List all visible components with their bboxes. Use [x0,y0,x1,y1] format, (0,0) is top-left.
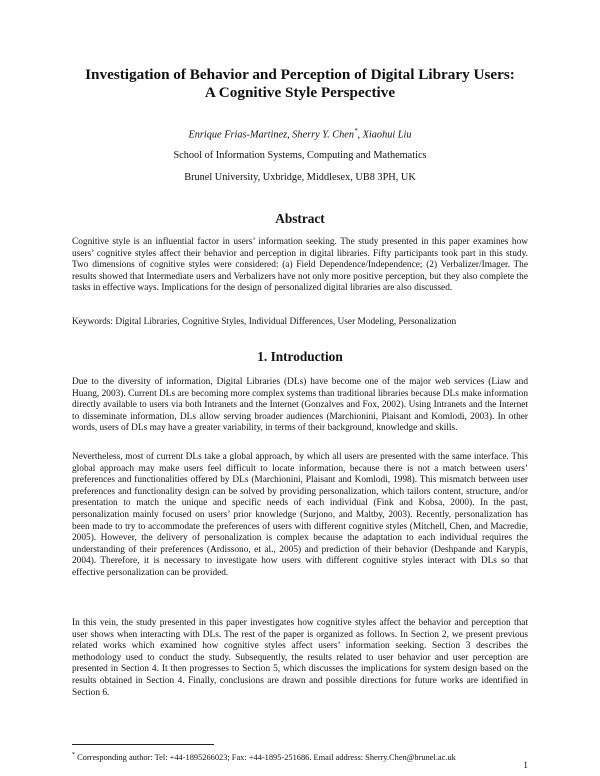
author-list [60,125,540,141]
keywords: Keywords: Digital Libraries, Cognitive Styles, Individual Differences, User Modeling, Personalization [72,317,457,327]
footnote-text: Corresponding author: Tel: +44-1895266023; Fax: +44-1895-251686. Email address: Sherry.Chen@brunel.ac.uk [75,752,456,762]
paper-title [60,66,540,102]
affiliation-school: School of Information Systems, Computing and Mathematics [173,150,427,161]
title-line-1: Investigation of Behavior and Perception of Digital Library Users: [85,66,515,83]
intro-paragraph-3: In this vein, the study presented in this paper investigates how cognitive styles affect the behavior and perception that user shows when interacting with DLs. The rest of the paper is organized as follows. In Section 2, we present previous related works which examined how cognitive styles affect users’ information seeking. Section 3 describes the methodology used to conduct the study. Subsequently, the results related to user behavior and user perception are presented in Section 4. It then progresses to Section 5, which discusses the implications for system design based on the results obtained in Section 4. Finally, conclusions are drawn and possible directions for future works are identified in Section 6. [72,618,528,698]
authors-tail: , Xiaohui Liu [357,129,412,141]
abstract-text: Cognitive style is an influential factor in users’ information seeking. The study presented in this paper examines how users’ cognitive styles affect their behavior and perception in digital libraries. Fifty participants took part in this study. Two dimensions of cognitive styles were considered: (a) Field Dependence/Independence; (2) Verbalizer/Imager. The results showed that Intermediate users and Verbalizers have not only more positive perception, but they also complete the tasks in effective ways. Implications for the design of personalized digital libraries are also discussed. [72,237,528,294]
section-heading: 1. Introduction [257,349,343,364]
intro-paragraph-1: Due to the diversity of information, Digital Libraries (DLs) have become one of the major web services (Liaw and Huang, 2003). Current DLs are becoming more complex systems than traditional libraries because DLs make information directly available to users via both Intranets and the Internet (Gonzalves and Fox, 2002). Using Intranets and the Internet to disseminate information, DLs allow serving broader audiences (Marchionini, Plaisant and Komlodi, 2003). In other words, users of DLs may have a greater variability, in terms of their background, knowledge and skills. [72,377,528,434]
corresponding-author-mark: * [353,127,358,135]
page-number: 1 [523,761,528,771]
intro-paragraph-2: Nevertheless, most of current DLs take a global approach, by which all users are presented with the same interface. This global approach may make users feel difficult to locate information, because there is not a match between users’ preferences and functionalities offered by DLs (Marchionini, Plaisant and Komlodi, 1998). This mismatch between user preferences and functionality design can be solved by providing personalization, which tailors content, structure, and/or presentation to match the unique and specific needs of each individual (Fink and Kobsa, 2000). In the past, personalization mainly focused on users’ prior knowledge (Surjono, and Maltby, 2003). Recently, personalization has been made to try to accommodate the preferences of users with different cognitive styles (Mitchell, Chen, and Macredie, 2005). However, the delivery of personalization is complex because the adaptation to each individual requires the understanding of their preferences (Ardissono, et al., 2005) and prediction of their behavior (Deshpande and Karypis, 2004). Therefore, it is necessary to investigate how users with different cognitive styles interact with DLs so that effective personalization can be provided. [72,452,528,578]
footnote-divider [72,744,214,745]
abstract-heading: Abstract [275,211,325,226]
affiliation-university: Brunel University, Uxbridge, Middlesex, UB8 3PH, UK [184,172,416,183]
title-line-2: A Cognitive Style Perspective [204,84,396,101]
authors-main: Enrique Frias-Martinez, Sherry Y. Chen [188,129,354,141]
footnote-mark: * [72,752,75,758]
footnote [72,750,532,763]
